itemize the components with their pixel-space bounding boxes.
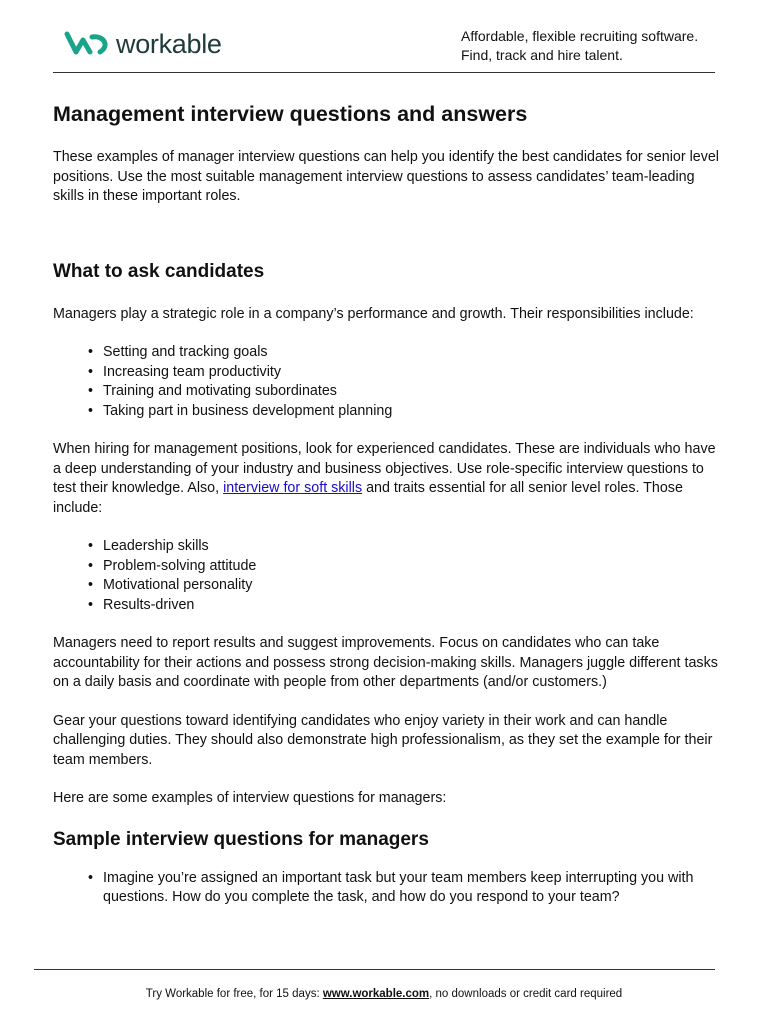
header-divider — [53, 72, 715, 73]
page-footer — [0, 988, 768, 1000]
page-title: Management interview questions and answers — [53, 102, 528, 126]
footer-text-end: , no downloads or credit card required — [429, 988, 623, 1000]
hiring-text-start: When hiring for management positions, look for experienced candidates. These are individuals who have a deep understanding of your industry and business objectives. Use role-specific interview questions to test their knowledge. Also, — [53, 441, 716, 496]
list-item: • Increasing team productivity — [103, 363, 723, 383]
list-item: • Setting and tracking goals — [103, 343, 723, 363]
soft-skills-link[interactable]: interview for soft skills — [223, 480, 363, 496]
list-item: • Training and motivating subordinates — [103, 382, 723, 402]
examples-intro: Here are some examples of interview questions for managers: — [53, 790, 447, 806]
article-body — [53, 100, 723, 908]
footer-website-link[interactable]: www.workable.com — [322, 988, 430, 1000]
accountability-paragraph: Managers need to report results and suggest improvements. Focus on candidates who can take accountability for their actions and possess strong decision-making skills. Managers juggle different tasks on a daily basis and coordinate with people from other departments (and/or customers.) — [53, 635, 718, 690]
responsibilities-intro: Managers play a strategic role in a company’s performance and growth. Their responsibilities include: — [53, 305, 694, 322]
tagline-line-2: Find, track and hire talent. — [461, 47, 623, 63]
section-heading-what-to-ask: What to ask candidates — [53, 260, 265, 282]
hiring-text-end: and traits essential for all senior level roles. Those include: — [53, 480, 683, 516]
footer-divider — [34, 969, 715, 970]
logo-wordmark: workable — [116, 29, 222, 59]
workable-logo-icon — [64, 30, 110, 58]
intro-paragraph: These examples of manager interview questions can help you identify the best candidates for senior level positions. Use the most suitable management interview questions to assess candidates’ team-leading skills in these important roles. — [53, 149, 719, 204]
workable-logo[interactable] — [64, 30, 222, 58]
list-item: • Taking part in business development planning — [103, 402, 723, 422]
section-heading-sample-questions: Sample interview questions for managers — [53, 828, 429, 850]
list-item: • Leadership skills — [103, 537, 723, 557]
list-item: • Imagine you’re assigned an important task but your team members keep interrupting you with questions. How do you complete the task, and how do you respond to your team? — [103, 869, 723, 908]
hiring-paragraph — [53, 440, 723, 518]
header-tagline — [461, 27, 698, 65]
list-item: • Motivational personality — [103, 576, 723, 596]
list-item: • Problem-solving attitude — [103, 557, 723, 577]
page-header — [0, 0, 768, 74]
footer-text-start: Try Workable for free, for 15 days: — [145, 988, 323, 1000]
variety-paragraph: Gear your questions toward identifying candidates who enjoy variety in their work and can handle challenging duties. They should also demonstrate high professionalism, as they set the example for their team members. — [53, 712, 713, 768]
tagline-line-1: Affordable, flexible recruiting software. — [461, 28, 699, 44]
list-item: • Results-driven — [103, 596, 723, 616]
questions-list — [53, 869, 723, 908]
traits-list — [53, 537, 723, 615]
responsibilities-list — [53, 343, 723, 421]
